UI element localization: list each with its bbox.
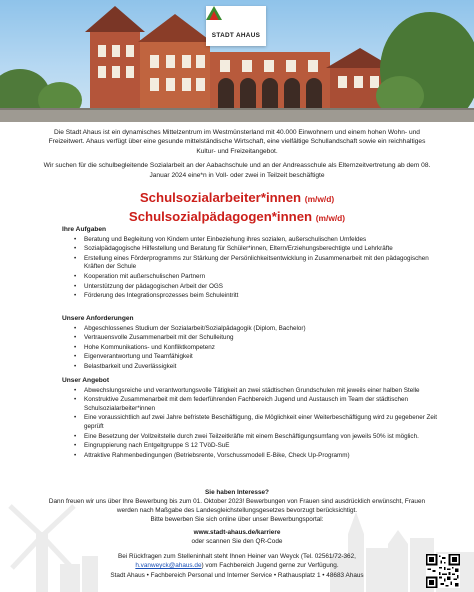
- list-item: • Eigenverantwortung und Teamfähigkeit: [84, 353, 442, 362]
- stadt-ahaus-logo: [206, 6, 266, 46]
- list-item: • Attraktive Rahmenbedingungen (Betriebsrente, Vorschussmodell E-Bike, Check Up-Programm): [84, 452, 442, 461]
- career-portal-link[interactable]: www.stadt-ahaus.de/karriere: [193, 529, 281, 536]
- qr-code[interactable]: [426, 554, 460, 588]
- footer-address: Stadt Ahaus • Fachbereich Personal und Interner Service • Rathausplatz 1 • 48683 Ahaus: [110, 572, 364, 579]
- job-title-1-suffix: (m/w/d): [304, 194, 335, 204]
- header-photo: [0, 0, 474, 122]
- contact-text-1: Dann freuen wir uns über Ihre Bewerbung bis zum 01. Oktober 2023! Bewerbungen von Frauen sind ausdrücklich erwünscht, Frauen werden nach Maßgabe des Landesgleichstellungsgesetzes bevorzugt berücksichtigt.: [48, 498, 426, 514]
- list-item: • Kooperation mit außerschulischen Partnern: [84, 273, 442, 282]
- section-aufgaben: [62, 226, 442, 302]
- list-item: • Abgeschlossenes Studium der Sozialarbeit/Sozialpädagogik (Diplom, Bachelor): [84, 325, 442, 334]
- job-titles: [20, 189, 454, 227]
- bullet-list: [62, 236, 442, 301]
- list-item: • Eine voraussichtlich auf zwei Jahre befristete Beschäftigung, die Möglichkeit einer Weiterbeschäftigung wird zu gegebener Zeit geprüft: [84, 414, 442, 431]
- job-title-1-text: Schulsozialarbeiter*innen: [139, 190, 302, 205]
- section-heading: Unser Angebot: [62, 377, 110, 384]
- contact-email-link[interactable]: h.vanweyck@ahaus.de: [135, 562, 202, 569]
- list-item: • Vertrauensvolle Zusammenarbeit mit der Schulleitung: [84, 334, 442, 343]
- job-title-2: [20, 208, 454, 227]
- list-item: • Abwechslungsreiche und verantwortungsvolle Tätigkeit an zwei städtischen Grundschulen mit jeweils einer halben Stelle: [84, 387, 442, 396]
- list-item: • Eingruppierung nach Entgeltgruppe S 12 TVöD-SuE: [84, 442, 442, 451]
- section-heading: Unsere Anforderungen: [62, 315, 134, 322]
- list-item: • Belastbarkeit und Zuverlässigkeit: [84, 363, 442, 372]
- section-angebot: [62, 377, 442, 461]
- contact-email-suffix: ) vom Fachbereich Jugend gerne zur Verfügung.: [201, 562, 339, 569]
- bullet-list: [62, 325, 442, 372]
- list-item: • Beratung und Begleitung von Kindern unter Einbeziehung ihres sozialen, außerschulischen Umfeldes: [84, 236, 442, 245]
- list-item: • Hohe Kommunikations- und Konfliktkompetenz: [84, 344, 442, 353]
- logo-mark-icon: [206, 6, 222, 20]
- job-title-2-text: Schulsozialpädagogen*innen: [128, 209, 313, 224]
- contact-question: Sie haben Interesse?: [205, 489, 269, 496]
- contact-section: [40, 488, 434, 570]
- job-title-2-suffix: (m/w/d): [315, 213, 346, 223]
- qr-hint: oder scannen Sie den QR-Code: [191, 538, 283, 545]
- contact-text-2: Bitte bewerben Sie sich online über unser Bewerbungsportal:: [150, 516, 324, 523]
- intro-text: [40, 128, 434, 185]
- job-title-1: [20, 189, 454, 208]
- section-anforderungen: [62, 315, 442, 373]
- list-item: • Eine Besetzung der Vollzeitstelle durch zwei Teilzeitkräfte mit einem Beschäftigungsumfang von jeweils 50% ist möglich.: [84, 433, 442, 442]
- intro-paragraph-2: Wir suchen für die schulbegleitende Sozialarbeit an der Aabachschule und an der Andreasschule als Elternzeitvertretung ab dem 08. Januar 2024 eine*n in Voll- oder zwei in Teilzeit beschäftigte: [43, 162, 431, 179]
- list-item: • Konstruktive Zusammenarbeit mit dem federführenden Fachbereich Jugend und Austausch im Team der städtischen Schulsozialarbeiter*innen: [84, 396, 442, 413]
- section-heading: Ihre Aufgaben: [62, 226, 107, 233]
- list-item: • Erstellung eines Förderprogramms zur Stärkung der Persönlichkeitsentwicklung in Zusammenarbeit mit den pädagogischen Kräften der Schule: [84, 255, 442, 272]
- list-item: • Förderung des Integrationsprozesses beim Schuleintritt: [84, 292, 442, 301]
- bullet-list: [62, 387, 442, 461]
- contact-email-line: [40, 561, 434, 570]
- intro-paragraph-1: Die Stadt Ahaus ist ein dynamisches Mittelzentrum im Westmünsterland mit 40.000 Einwohnern und einem hohen Wohn- und Freizeitwert. Ahaus verfügt über eine gesunde mittelständische Wirtschaft, eine vielfältige Schullandschaft sowie ein reichhaltiges Kultur- und Freizeitangebot.: [48, 129, 426, 155]
- list-item: • Sozialpädagogische Hilfestellung und Beratung für Schüler*innen, Eltern/Erziehungsberechtigte und Lehrkräfte: [84, 245, 442, 254]
- list-item: • Unterstützung der pädagogischen Arbeit der OGS: [84, 283, 442, 292]
- logo-text: STADT AHAUS: [211, 32, 261, 39]
- contact-phone-text: Bei Rückfragen zum Stelleninhalt steht Ihnen Heiner van Weyck (Tel. 02561/72-362,: [118, 553, 356, 560]
